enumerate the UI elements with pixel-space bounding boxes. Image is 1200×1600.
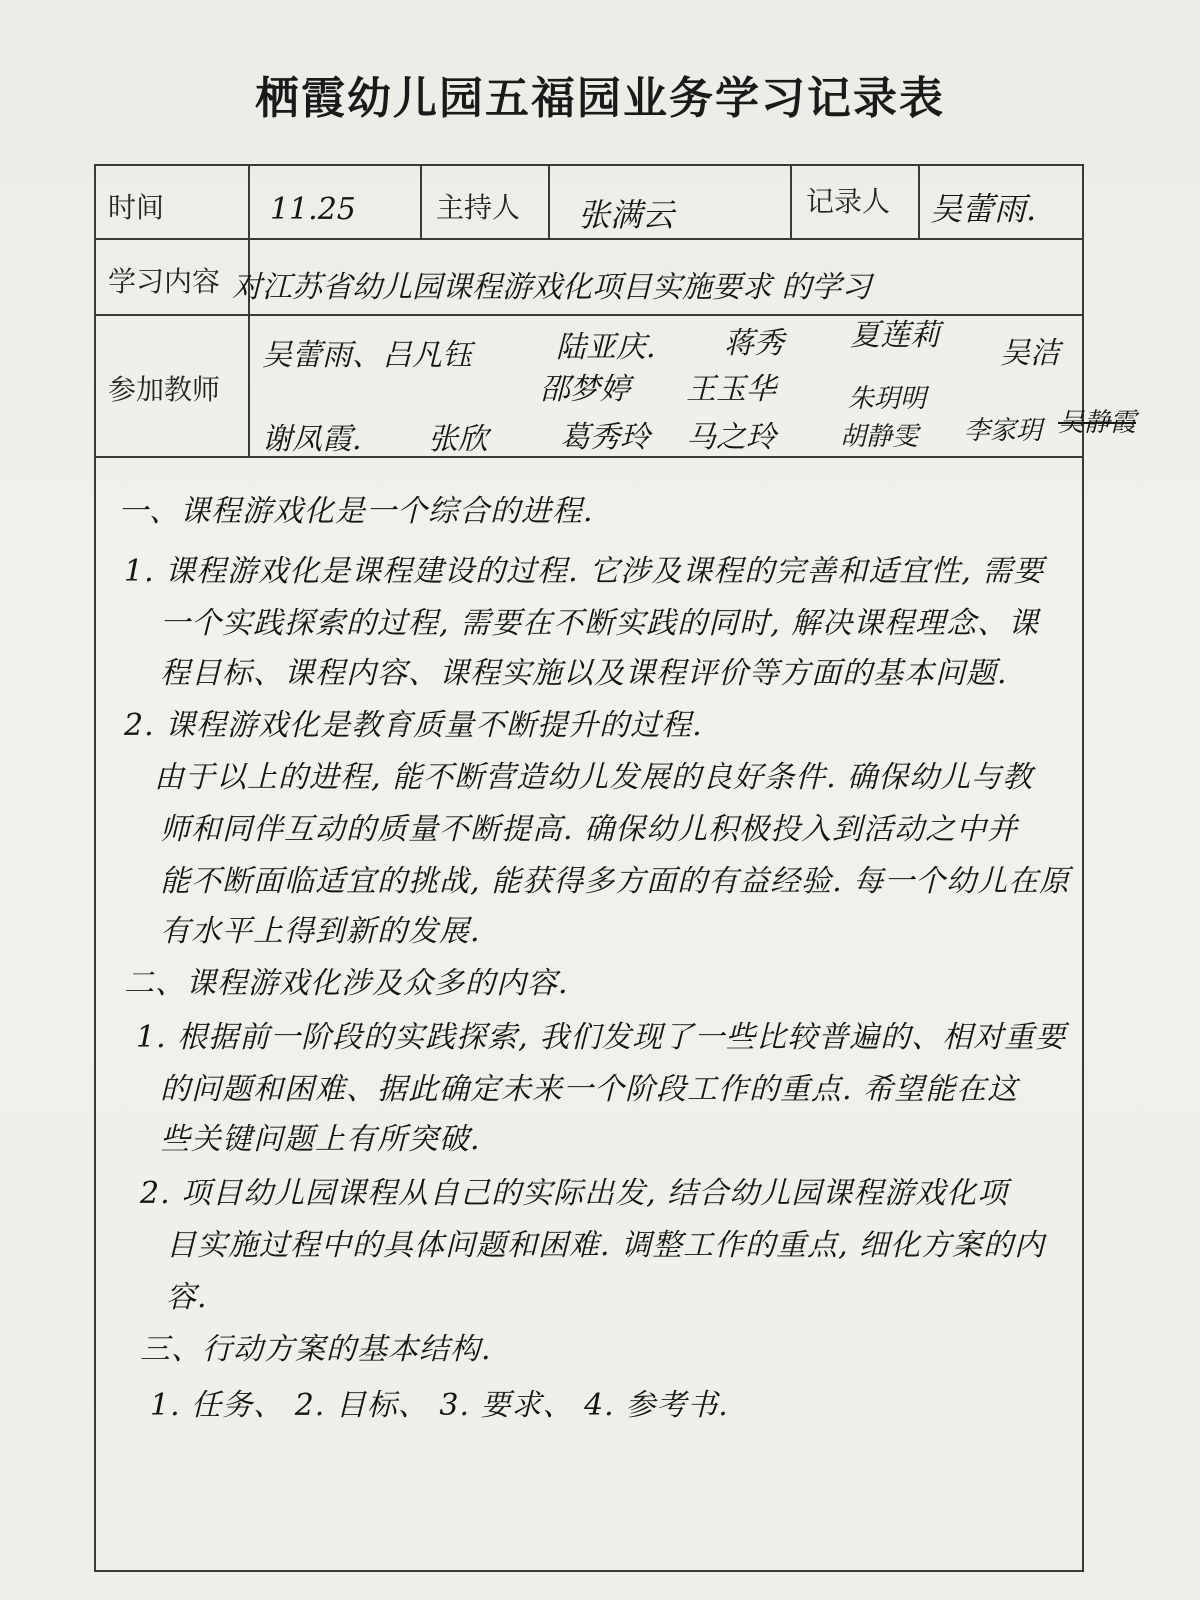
teacher-name: 吴蕾雨、吕凡钰 — [262, 338, 472, 373]
note-line: 程目标、课程内容、课程实施以及课程评价等方面的基本问题. — [160, 656, 1008, 691]
label-column-divider — [248, 164, 250, 456]
note-line: 些关键问题上有所突破. — [160, 1122, 481, 1157]
note-line: 二、课程游戏化涉及众多的内容. — [124, 966, 569, 1001]
note-line: 的问题和困难、据此确定未来一个阶段工作的重点. 希望能在这 — [160, 1072, 1019, 1107]
teacher-name: 王玉华 — [686, 372, 776, 407]
content-label: 学习内容 — [108, 265, 221, 298]
teacher-name: 朱玥明 — [848, 384, 927, 414]
row-divider-3 — [94, 456, 1084, 458]
host-value: 张满云 — [578, 196, 675, 234]
note-line: 师和同伴互动的质量不断提高. 确保幼儿积极投入到活动之中并 — [160, 812, 1019, 847]
host-value-divider — [548, 164, 550, 238]
note-line: 有水平上得到新的发展. — [160, 914, 481, 949]
recorder-label: 记录人 — [806, 185, 891, 218]
row-divider-1 — [94, 238, 1084, 240]
note-line: 能不断面临适宜的挑战, 能获得多方面的有益经验. 每一个幼儿在原 — [160, 864, 1071, 899]
note-line: 一个实践探索的过程, 需要在不断实践的同时, 解决课程理念、课 — [160, 606, 1040, 641]
recorder-value-divider — [918, 164, 920, 238]
note-line: 由于以上的进程, 能不断营造幼儿发展的良好条件. 确保幼儿与教 — [154, 760, 1034, 795]
teacher-name: 陆亚庆. — [556, 330, 656, 365]
teacher-name: 胡静雯 — [840, 422, 919, 452]
teachers-label: 参加教师 — [108, 373, 221, 406]
note-line: 容. — [166, 1280, 208, 1315]
teacher-name: 夏莲莉 — [850, 318, 940, 353]
time-value: 11.25 — [270, 192, 356, 227]
teacher-name: 谢凤霞. — [262, 422, 362, 457]
recorder-value: 吴蕾雨. — [930, 190, 1037, 228]
teacher-name: 吴洁 — [1000, 336, 1060, 371]
content-value: 对江苏省幼儿园课程游戏化项目实施要求 的学习 — [232, 270, 872, 305]
note-line: 1. 课程游戏化是课程建设的过程. 它涉及课程的完善和适宜性, 需要 — [124, 554, 1045, 589]
note-line: 三、行动方案的基本结构. — [140, 1332, 492, 1367]
note-line: 2. 项目幼儿园课程从自己的实际出发, 结合幼儿园课程游戏化项 — [140, 1176, 1009, 1211]
teacher-name: 马之玲 — [686, 420, 776, 455]
recorder-label-divider — [790, 164, 792, 238]
teacher-name: 张欣 — [428, 422, 488, 457]
note-line: 目实施过程中的具体问题和困难. 调整工作的重点, 细化方案的内 — [166, 1228, 1046, 1263]
note-line: 1. 任务、 2. 目标、 3. 要求、 4. 参考书. — [150, 1388, 729, 1423]
time-host-divider — [420, 164, 422, 238]
teacher-name: 葛秀玲 — [560, 420, 650, 455]
note-line: 一、课程游戏化是一个综合的进程. — [118, 494, 594, 529]
teacher-name: 邵梦婷 — [540, 372, 630, 407]
host-label: 主持人 — [436, 191, 521, 224]
note-line: 2. 课程游戏化是教育质量不断提升的过程. — [124, 708, 703, 743]
note-line: 1. 根据前一阶段的实践探索, 我们发现了一些比较普遍的、相对重要 — [136, 1020, 1067, 1055]
page-title: 栖霞幼儿园五福园业务学习记录表 — [255, 73, 945, 124]
teacher-name-crossed-out: 吴静霞 — [1058, 408, 1137, 438]
time-label: 时间 — [108, 191, 165, 224]
teacher-name: 蒋秀 — [724, 326, 784, 361]
teacher-name: 李家玥 — [964, 416, 1043, 446]
